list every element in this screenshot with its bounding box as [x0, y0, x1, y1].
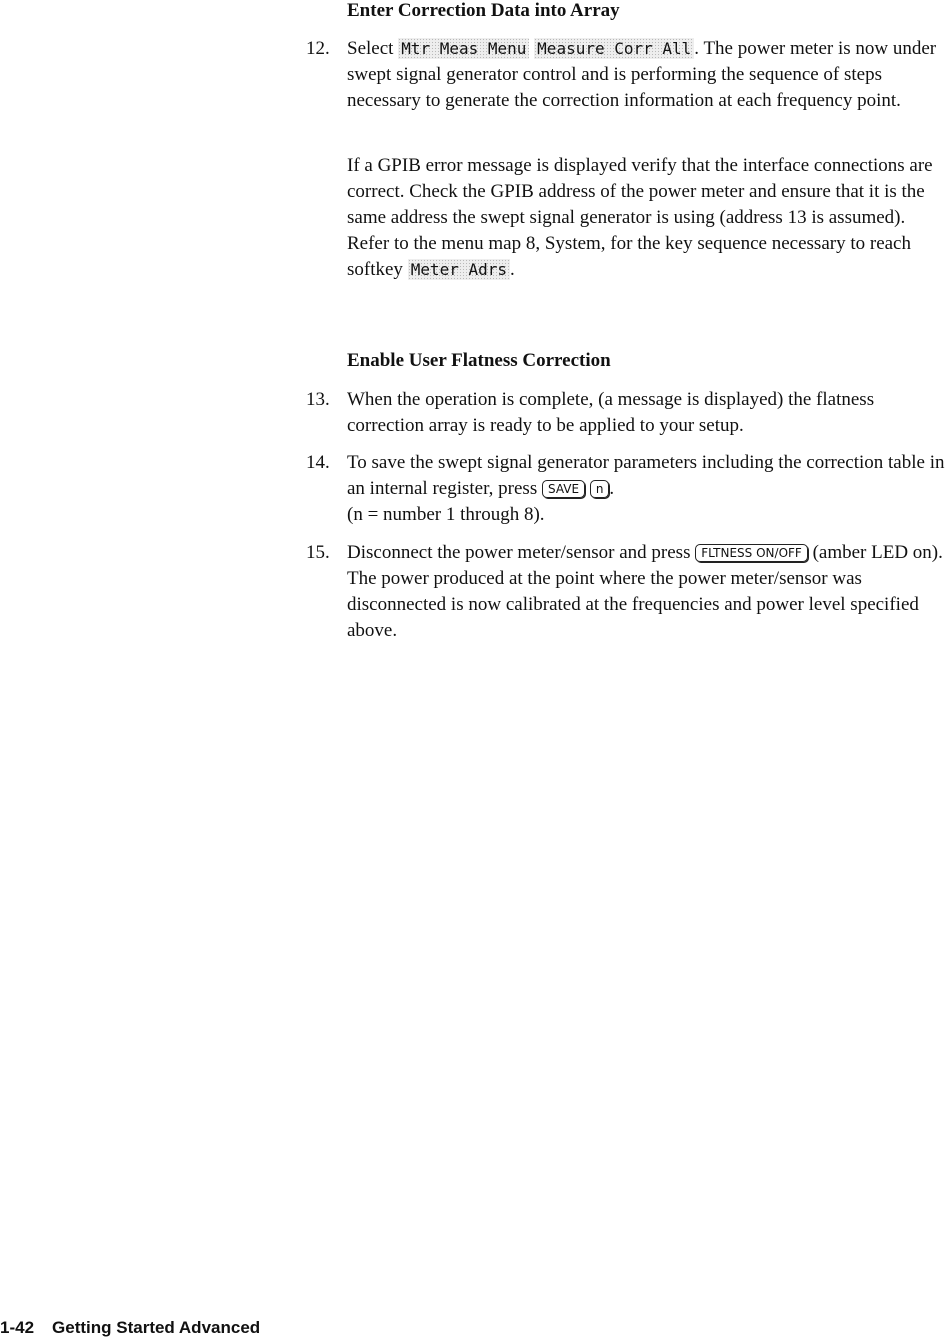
step-number: 13. [306, 389, 330, 410]
step-text-post: . [609, 478, 615, 499]
step-15 [306, 540, 951, 644]
step-text-line2: (n = number 1 through 8). [347, 504, 545, 525]
footer-title: Getting Started Advanced [52, 1318, 261, 1337]
softkey-meter-adrs: Meter Adrs [408, 259, 510, 280]
softkey-mtr-meas-menu: Mtr Meas Menu [398, 38, 529, 59]
section-heading-correction-data: Enter Correction Data into Array [347, 0, 620, 21]
step-text-pre: Disconnect the power meter/sensor and press [347, 542, 696, 563]
step-12 [306, 36, 951, 114]
step-text-post: . The power meter is now under swept signal generator control and is performing the sequence of steps necessary to generate the correction information at each frequency point. [347, 38, 937, 111]
step-text: When the operation is complete, (a message is displayed) the flatness correction array is ready to be applied to your setup. [347, 389, 875, 436]
fltness-on-off-key: FLTNESS ON/OFF [695, 544, 808, 562]
step-text [347, 36, 951, 114]
gpib-error-note [347, 153, 951, 283]
step-14 [306, 450, 951, 528]
note-text: If a GPIB error message is displayed verify that the interface connections are correct. Check the GPIB address of the power meter and ensure that it is the same address the swept signal generator is using (address 13 is assumed). Refer to the menu map 8, System, for the key sequence necessary to reach softkey [347, 155, 933, 280]
page-footer [0, 1318, 260, 1338]
step-number: 12. [306, 38, 330, 59]
softkey-measure-corr-all: Measure Corr All [534, 38, 694, 59]
step-text [347, 450, 951, 528]
step-text-pre: To save the swept signal generator parameters including the correction table in an internal register, press [347, 452, 945, 499]
page-number: 1-42 [0, 1318, 35, 1337]
step-number: 15. [306, 542, 330, 563]
note-end: . [510, 259, 515, 280]
step-text-pre: Select [347, 38, 399, 59]
step-number: 14. [306, 452, 330, 473]
step-text [347, 540, 951, 644]
step-13 [306, 387, 951, 439]
section-heading-user-flatness: Enable User Flatness Correction [347, 350, 611, 371]
step-text-post: (amber LED on). The power produced at the point where the power meter/sensor was disconnected is now calibrated at the frequencies and power level specified above. [347, 542, 943, 641]
save-key: SAVE [542, 480, 585, 498]
n-key: n [590, 480, 610, 498]
